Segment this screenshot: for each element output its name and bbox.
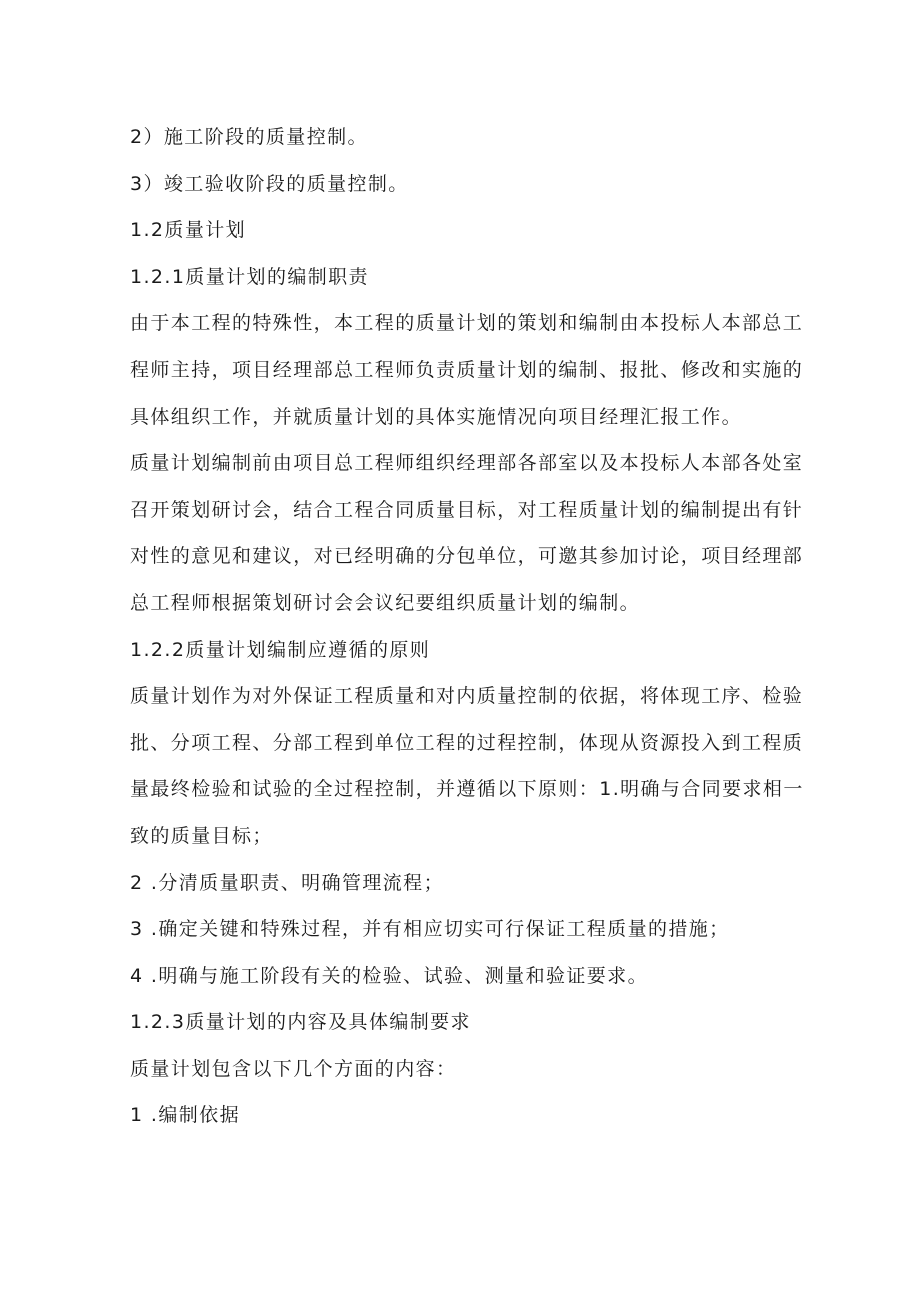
paragraph-row: 程师主持，项目经理部总工程师负责质量计划的编制、报批、修改和实施的 <box>130 358 804 381</box>
section-heading-1-2-3: 1.2.3质量计划的内容及具体编制要求 <box>130 1011 471 1034</box>
paragraph-row: 具体组织工作，并就质量计划的具体实施情况向项目经理汇报工作。 <box>130 405 743 428</box>
paragraph-principles <box>130 673 804 859</box>
paragraph-row: 量最终检验和试验的全过程控制，并遵循以下原则：1.明确与合同要求相一 <box>130 778 804 801</box>
paragraph-row: 召开策划研讨会，结合工程合同质量目标，对工程质量计划的编制提出有针 <box>130 498 804 521</box>
document-body <box>130 114 804 1139</box>
content-intro: 质量计划包含以下几个方面的内容： <box>130 1057 457 1080</box>
paragraph-row: 批、分项工程、分部工程到单位工程的过程控制，体现从资源投入到工程质 <box>130 731 804 754</box>
paragraph-row: 质量计划作为对外保证工程质量和对内质量控制的依据，将体现工序、检验 <box>130 685 804 708</box>
list-item-principle-2: 2 .分清质量职责、明确管理流程； <box>130 871 444 894</box>
paragraph-preparation <box>130 440 804 626</box>
paragraph-row: 对性的意见和建议，对已经明确的分包单位，可邀其参加讨论，项目经理部 <box>130 545 804 568</box>
list-item-basis: 1 .编制依据 <box>130 1104 240 1127</box>
section-heading-1-2-1: 1.2.1质量计划的编制职责 <box>130 265 369 288</box>
paragraph-row: 由于本工程的特殊性，本工程的质量计划的策划和编制由本投标人本部总工 <box>130 312 804 335</box>
paragraph-row: 质量计划编制前由项目总工程师组织经理部各部室以及本投标人本部各处室 <box>130 452 804 475</box>
paragraph-row: 总工程师根据策划研讨会会议纪要组织质量计划的编制。 <box>130 591 641 614</box>
paragraph-row: 致的质量目标； <box>130 824 273 847</box>
list-item-principle-4: 4 .明确与施工阶段有关的检验、试验、测量和验证要求。 <box>130 964 648 987</box>
section-heading-1-2: 1.2质量计划 <box>130 219 247 242</box>
list-item-acceptance-stage: 3）竣工验收阶段的质量控制。 <box>130 172 409 195</box>
section-heading-1-2-2: 1.2.2质量计划编制应遵循的原则 <box>130 638 431 661</box>
paragraph-responsibility <box>130 300 804 440</box>
list-item-construction-stage: 2）施工阶段的质量控制。 <box>130 126 368 148</box>
list-item-principle-3: 3 .确定关键和特殊过程，并有相应切实可行保证工程质量的措施； <box>130 918 730 941</box>
